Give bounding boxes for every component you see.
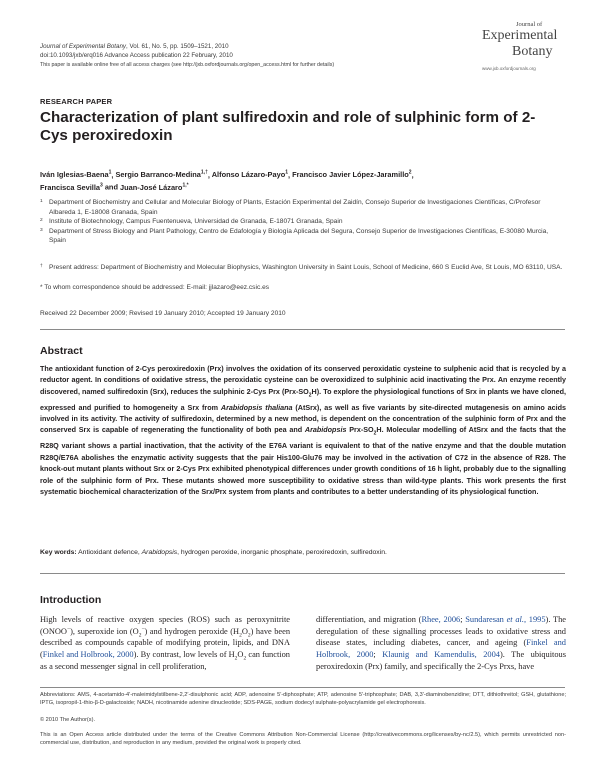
logo-botany: Botany	[512, 44, 553, 59]
paper-title: Characterization of plant sulfiredoxin and role of sulphinic form of 2-Cys peroxiredoxin	[40, 109, 536, 144]
intro-column-right: differentiation, and migration (Rhee, 2006; Sundaresan et al., 1995). The deregulation of these signalling processes leads to oxidative stress and disease states, including diabetes, cancer, and ageing (Finkel and Holbrook, 2000; Klaunig and Kamendulis, 2004). The ubiquitous peroxiredoxin (Prx) family, and specifically the 2-Cys Prxs, have	[316, 615, 567, 671]
affiliation: 1 Department of Biochemistry and Cellular and Molecular Biology of Plants, Estación Experimental del Zaidín, Consejo Superior de Investigaciones Científicas, C/Profesor Albareda 1, E-18008 Granada, Spain	[40, 199, 541, 216]
section-label: RESEARCH PAPER	[40, 97, 113, 106]
received-dates: Received 22 December 2009; Revised 19 January 2010; Accepted 19 January 2010	[40, 310, 286, 317]
keywords-label: Key words:	[40, 549, 77, 556]
logo-experimental: Experimental	[482, 28, 558, 43]
citation-link[interactable]: Finkel and Holbrook, 2000	[42, 650, 134, 660]
author: Francisca Sevilla$^3$	[40, 182, 103, 192]
abstract-body: The antioxidant function of 2-Cys peroxiredoxin (Prx) involves the oxidation of its conserved peroxidatic cysteine to sulphenic acid that is recycled by a reductor agent. In conditions of oxidative stress, the peroxidatic cysteine can be overoxidized to sulphinic acid inactivating the Prx. An enzyme recently discovered, named sulfiredoxin (Srx), reduces the sulphinic 2-Cys Prx $(Prx-SO_2H)$. To explore the physiological functions of Srx in plants we have cloned, expressed and purified to homogeneity a Srx from Arabidopsis thaliana (AtSrx), as well as five variants by site-directed mutagenesis on amino acids involved in its activity. The activity of sulfiredoxin, determined by a new method, is dependent on the concentration of the sulphinic form of Prx and the conserved Srx is capable of regenerating the functionality of both pea and Arabidopsis Prx-$SO_2H$. Molecular modelling of AtSrx and the facts that the R28Q variant shows a partial inactivation, that the activity of the E76A variant is equivalent to that of the native enzyme and that the double mutation R28Q/E76A abolishes the enzymatic activity suggests that the pair His100-Glu76 may be involved in the activation of C72 in the absence of R28. The knock-out mutant plants without Srx or 2-Cys Prx exhibited phenotypical differences under growth conditions of 16 h light, probably due to the signalling role of the sulphinic form of Prx. These mutants showed more susceptibility to oxidative stress than wild-type plants. This work presents the first systematic biochemical characterization of the Srx/Prx system from plants and contributes to a better understanding of its physiological function.	[40, 364, 567, 496]
citation-link[interactable]: Finkel and Holbrook, 2000	[316, 638, 566, 660]
open-access-note[interactable]: This paper is available online free of all access charges (see http://jxb.oxfordjournals.org/open_access.html for further details)	[40, 62, 335, 68]
citation-link[interactable]: Rhee, 2006	[421, 615, 461, 624]
author: Iván Iglesias-Baena$^1$	[40, 170, 112, 180]
license-notice: This is an Open Access article distributed under the terms of the Creative Commons Attribution Non-Commercial License (http://creativecommons.org/licenses/by-nc/2.5), which permits unrestricted non-commercial use, distribution, and reproduction in any medium, provided the original work is properly cited.	[40, 732, 566, 747]
citation-link[interactable]: Klaunig and Kamendulis, 2004	[382, 650, 500, 660]
abbreviations-footnote: Abbreviations: AMS, 4-acetamido-4′-maleimidylstilbene-2,2′-disulphonic acid; ADP, adenosine 5′-diphosphate; ATP, adenosine 5′-triphosphate; DAB, 3,3′-diaminobenzidine; DTT, dithiothreitol; GSH, glutathione; IPTG, isopropil-1-thio-β-D-galactoside; NADH, nicotinamide adenine dinucleotide; SDS-PAGE, sodium dodecyl sulphate-polyacrylamide gel electrophoresis.	[40, 692, 566, 707]
abstract-heading: Abstract	[40, 345, 83, 357]
author: Alfonso Lázaro-Payo$^1$	[211, 170, 289, 180]
introduction-heading: Introduction	[40, 594, 102, 606]
journal-citation	[40, 43, 229, 51]
author: Juan-José Lázaro$^{1,*}$	[120, 182, 189, 192]
author: Sergio Barranco-Medina$^{1,\dagger}$	[115, 170, 208, 180]
logo-url: www.jxb.oxfordjournals.org	[482, 66, 536, 71]
divider	[40, 687, 565, 688]
citation-link[interactable]: Sundaresan et al., 1995	[465, 615, 546, 624]
author: Francisco Javier López-Jaramillo$^2$	[292, 170, 412, 180]
affiliation: 2 Institute of Biotechnology, Campus Fuentenueva, Universidad de Granada, E-18071 Granada, Spain	[40, 218, 343, 225]
affiliation-list	[40, 198, 565, 246]
divider	[40, 573, 565, 574]
logo-journal-of: Journal of	[516, 21, 543, 28]
journal-logo	[482, 19, 560, 81]
present-address: † Present address: Department of Biochemistry and Molecular Biophysics, Washington University in Saint Louis, School of Medicine, 660 S Euclid Ave, St Louis, MO 63110, USA.	[40, 264, 563, 271]
journal-doi-line[interactable]: doi:10.1093/jxb/erq016 Advance Access publication 22 February, 2010	[40, 52, 233, 59]
author-list: Iván Iglesias-Baena$^1$, Sergio Barranco-Medina$^{1,\dagger}$, Alfonso Lázaro-Payo$^1$, Francisco Javier López-Jaramillo$^2$, Francisca Sevilla$^3$ and Juan-José Lázaro$^{1,*}$	[40, 170, 414, 192]
keywords: Key words: Antioxidant defence, Arabidopsis, hydrogen peroxide, inorganic phosphate, peroxiredoxin, sulfiredoxin.	[40, 549, 387, 556]
correspondence-note: * To whom correspondence should be addressed: E-mail: jjlazaro@eez.csic.es	[40, 284, 270, 291]
journal-volume-pages: , Vol. 61, No. 5, pp. 1509–1521, 2010	[126, 43, 229, 50]
divider	[40, 329, 565, 330]
journal-name: Journal of Experimental Botany	[40, 43, 126, 50]
affiliation: 3 Department of Stress Biology and Plant Pathology, Centro de Edafología y Biología Aplicada del Segura, Consejo Superior de Investigaciones Científicas, E-30080 Murcia, Spain	[40, 227, 549, 244]
copyright-notice: © 2010 The Author(s).	[40, 717, 96, 723]
intro-column-left: High levels of reactive oxygen species (ROS) such as peroxynitrite (ONOO−), superoxide ion $(O_2^-)$ and hydrogen peroxide $(H_2O_2)$ have been described as compounds capable of modifying protein, lipids, and DNA (Finkel and Holbrook, 2000). By contrast, low levels of $H_2O_2$ can function as a second messenger signal in cell proliferation,	[40, 615, 291, 671]
